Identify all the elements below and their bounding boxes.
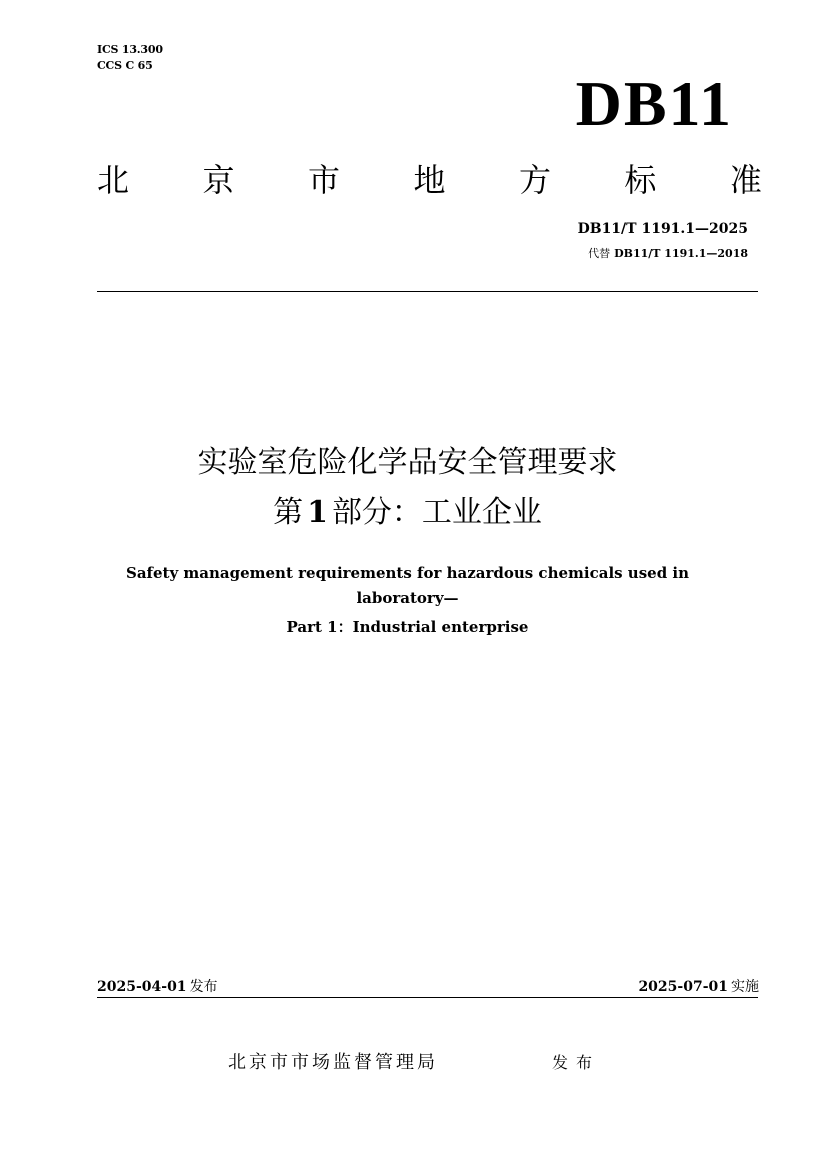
header-divider	[97, 291, 758, 292]
standard-type-char: 京	[202, 161, 235, 199]
title-en-line3: Part 1：Industrial enterprise	[286, 618, 529, 636]
implementation-date-line	[638, 977, 759, 997]
title-cn-part-number: 1	[307, 495, 328, 530]
publisher-name: 北京市市场监督管理局	[228, 1052, 438, 1073]
implementation-date: 2025-07-01	[638, 979, 728, 995]
standard-type-char: 方	[518, 161, 551, 199]
replaces-line	[588, 246, 748, 262]
title-cn-line1: 实验室危险化学品安全管理要求	[197, 445, 618, 480]
title-cn-suffix: 部分：工业企业	[331, 495, 542, 530]
implementation-label: 实施	[731, 979, 759, 995]
ics-code: ICS 13.300	[97, 43, 163, 56]
standard-type-char: 标	[624, 161, 657, 199]
standard-type-char: 地	[413, 161, 446, 199]
ccs-code: CCS C 65	[97, 59, 153, 72]
title-cn-prefix: 第	[273, 495, 304, 530]
replaces-label: 代替	[588, 247, 611, 260]
standard-type-char: 北	[97, 161, 130, 199]
issue-date: 2025-04-01	[97, 979, 187, 995]
publish-verb: 发布	[552, 1053, 601, 1072]
replaces-code: DB11/T 1191.1—2018	[614, 247, 748, 260]
standard-mark: DB11	[575, 68, 733, 139]
classification-codes	[97, 42, 163, 74]
title-en-line1: Safety management requirements for hazardous chemicals used in	[125, 564, 690, 582]
issue-date-line	[97, 977, 218, 997]
standard-type-char: 准	[729, 161, 762, 199]
issue-label: 发布	[189, 979, 218, 995]
title-en-line2: laboratory—	[356, 589, 459, 607]
standard-type-char: 市	[307, 161, 340, 199]
standard-number: DB11/T 1191.1—2025	[577, 221, 748, 237]
title-cn-line2	[0, 492, 815, 534]
standard-type-heading	[97, 158, 762, 202]
date-divider	[97, 997, 758, 998]
